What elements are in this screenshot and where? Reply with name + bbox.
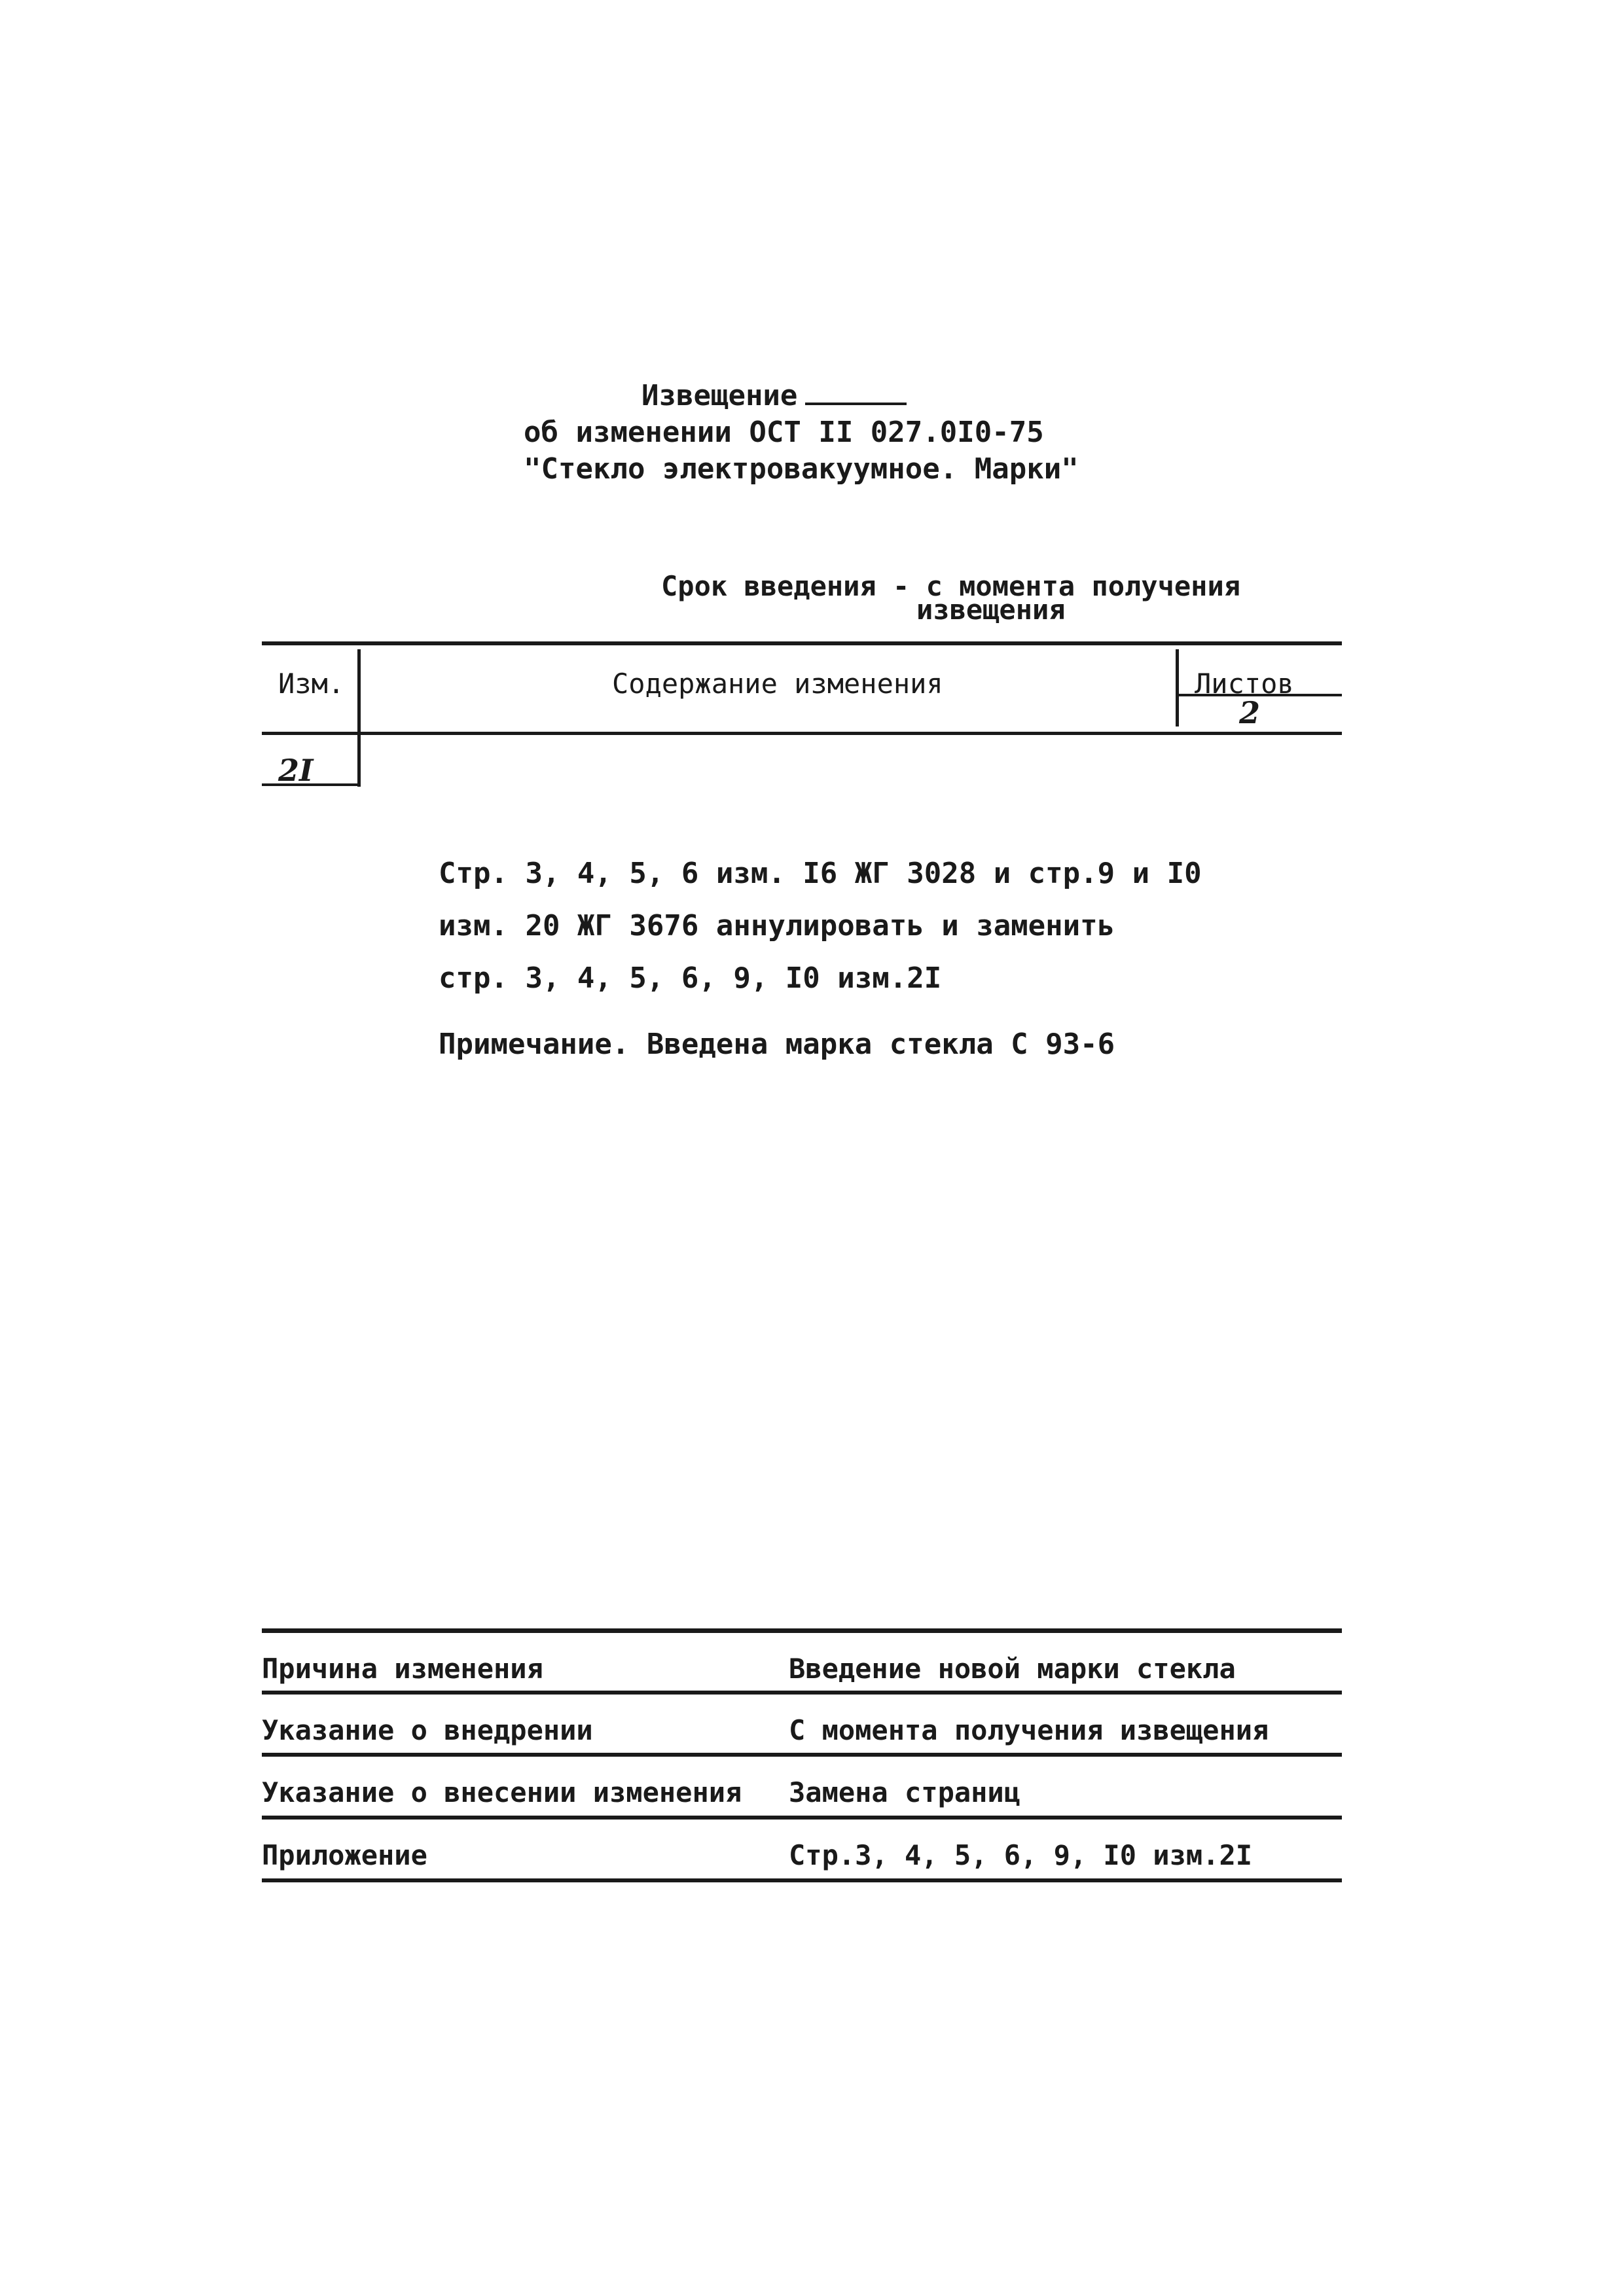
summary-label: Причина изменения (262, 1653, 543, 1685)
summary-row-implementation (262, 1695, 1342, 1757)
summary-label: Указание о внесении изменения (262, 1776, 742, 1808)
summary-row-entry (262, 1757, 1342, 1819)
effective-date-line2: извещения (916, 594, 1066, 626)
sheets-column-divider (1176, 649, 1179, 726)
effective-date (661, 570, 1241, 626)
column-header-sheets: Листов (1195, 668, 1294, 700)
effective-date-line1: Срок введения - с момента получения (661, 570, 1241, 602)
table-top-rule (262, 641, 1342, 645)
summary-label: Приложение (262, 1839, 427, 1871)
notice-header (524, 376, 1113, 488)
izm-column-divider (357, 649, 361, 787)
content-line-2: изм. 20 ЖГ 3676 аннулировать и заменить (439, 909, 1115, 942)
summary-row-reason (262, 1633, 1342, 1695)
column-header-content: Содержание изменения (612, 668, 943, 700)
content-line-3: стр. 3, 4, 5, 6, 9, I0 изм.2I (439, 961, 942, 995)
summary-bottom-rule (262, 1878, 1342, 1882)
content-line-1: Стр. 3, 4, 5, 6 изм. I6 ЖГ 3028 и стр.9 и I0 (439, 857, 1202, 890)
change-number: 2I (278, 753, 314, 788)
summary-label: Указание о внедрении (262, 1714, 593, 1746)
change-content (439, 848, 1202, 1005)
standard-title: "Стекло электровакуумное. Марки" (524, 452, 1079, 486)
summary-value: С момента получения извещения (789, 1714, 1269, 1746)
summary-value: Стр.3, 4, 5, 6, 9, I0 изм.2I (789, 1839, 1253, 1871)
notice-number-blank (805, 376, 907, 405)
summary-value: Замена страниц (789, 1776, 1021, 1808)
summary-top-rule (262, 1628, 1342, 1633)
summary-row-attachment (262, 1820, 1342, 1882)
column-header-izm: Изм. (278, 668, 345, 700)
note: Примечание. Введена марка стекла С 93-6 (439, 1028, 1115, 1061)
notice-title: Извещение (641, 379, 798, 412)
table-header-rule (262, 732, 1342, 735)
sheets-count: 2 (1239, 695, 1261, 730)
notice-subject: об изменении ОСТ II 027.0I0-75 (524, 416, 1044, 449)
summary-value: Введение новой марки стекла (789, 1653, 1236, 1685)
